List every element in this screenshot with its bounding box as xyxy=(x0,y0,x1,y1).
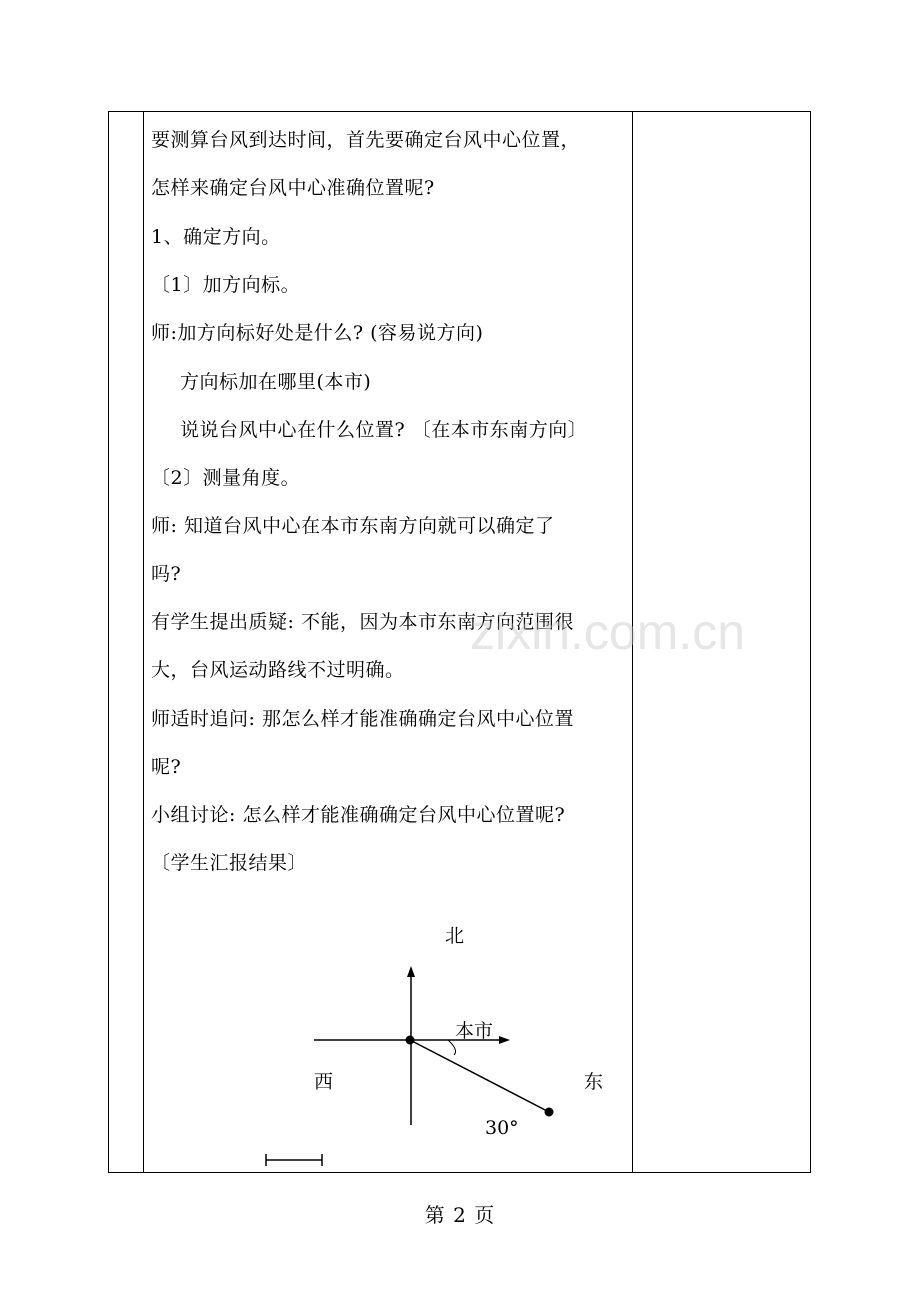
text-line: 大，台风运动路线不过明确。 xyxy=(151,659,405,681)
text-line: 小组讨论: 怎么样才能准确确定台风中心位置呢? xyxy=(151,804,566,826)
text-line: 1、确定方向。 xyxy=(151,226,281,248)
north-label: 北 xyxy=(445,925,465,947)
angle-arc xyxy=(448,1040,456,1055)
typhoon-center-point xyxy=(545,1108,554,1117)
text-line: 要测算台风到达时间，首先要确定台风中心位置， xyxy=(151,129,581,151)
city-label: 本市 xyxy=(455,1020,494,1042)
typhoon-direction-line xyxy=(410,1040,549,1112)
watermark: zixin.com.cn xyxy=(470,604,746,660)
north-arrowhead-icon xyxy=(407,966,415,977)
table-column-divider xyxy=(632,112,633,1172)
text-line: 师: 知道台风中心在本市东南方向就可以确定了 xyxy=(151,515,555,537)
west-label: 西 xyxy=(314,1071,334,1093)
text-line: 师:加方向标好处是什么? (容易说方向) xyxy=(151,322,484,344)
text-line: 呢? xyxy=(151,756,182,778)
text-line: 怎样来确定台风中心准确位置呢? xyxy=(151,177,435,199)
east-arrowhead-icon xyxy=(499,1036,510,1044)
text-line: 〔2〕测量角度。 xyxy=(151,467,301,489)
page-footer: 第 2 页 xyxy=(424,1203,496,1227)
text-line: 〔1〕加方向标。 xyxy=(151,274,301,296)
text-line: 有学生提出质疑: 不能，因为本市东南方向范围很 xyxy=(151,611,574,633)
text-line: 师适时追问: 那怎么样才能准确确定台风中心位置 xyxy=(151,708,574,730)
direction-diagram xyxy=(143,900,632,1172)
text-line: 说说台风中心在什么位置? 〔在本市东南方向〕 xyxy=(180,419,588,441)
text-line: 〔学生汇报结果〕 xyxy=(151,852,308,874)
angle-label: 30° xyxy=(485,1117,519,1139)
text-line: 吗? xyxy=(151,563,182,585)
text-line: 方向标加在哪里(本市) xyxy=(180,371,372,393)
east-label: 东 xyxy=(584,1071,604,1093)
